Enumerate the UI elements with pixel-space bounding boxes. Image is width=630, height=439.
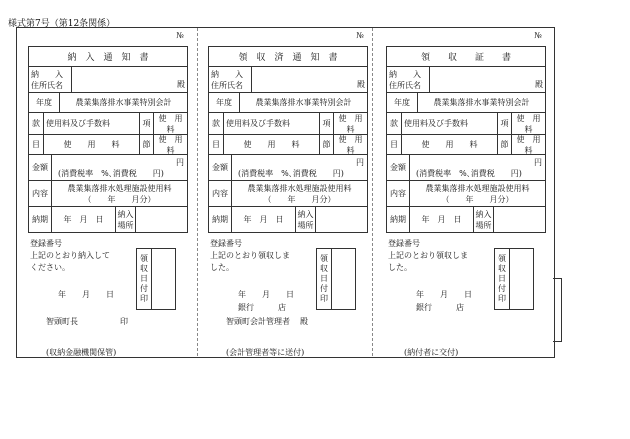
kou-value: 使 用 料 [333,113,367,134]
account-name: 農業集落排水事業特別会計 [59,93,187,112]
issuer-title: 智頭町長 [46,317,78,326]
content-line1: 農業集落排水処理施設使用料 [425,183,530,193]
moku-value: 使 用 料 [223,135,319,154]
due-row [387,207,545,233]
amount-row [209,155,367,181]
payer-label [211,67,251,92]
kou-value: 使 用 料 [153,113,187,134]
kan-label: 款 [212,119,220,128]
issuer-title: 智頭町会計管理者 [226,317,290,326]
payment-place-label [295,207,315,232]
due-date: 年 月 日 [51,207,115,232]
place-line2: 場所 [117,220,134,230]
binding-tab [553,278,562,342]
kan-value: 使用料及び手数料 [223,113,319,134]
amount-label: 金額 [32,163,48,172]
content-line2: （ 年 月分） [263,194,336,204]
kan-value: 使用料及び手数料 [401,113,497,134]
due-date: 年 月 日 [231,207,295,232]
due-label: 納期 [212,215,228,224]
perforation-line-1 [197,28,198,356]
place-line1: 納入 [117,209,134,219]
message-line2: ください。 [30,263,70,272]
place-line2: 場所 [475,220,492,230]
moku-setsu-row [387,134,549,155]
stamp-char: 収 [140,264,148,273]
receipt-stamp-box [316,248,356,310]
kan-kou-row [387,113,549,135]
stamp-char: 日 [320,274,328,283]
payer-label-bottom: 住所氏名 [211,80,243,90]
payer-row [387,67,545,93]
kan-label: 款 [32,119,40,128]
amount-label: 金額 [212,163,228,172]
slip-title: 納 入 通 知 書 [67,53,149,63]
stamp-caption [137,249,152,309]
payer-row [209,67,367,93]
setsu-label: 節 [139,135,153,154]
issuer-name [46,316,78,327]
setsu-label: 節 [319,135,333,154]
due-label: 納期 [390,215,406,224]
place-line2: 場所 [297,220,314,230]
slip-table [386,46,549,233]
amount-row [387,155,545,181]
title-row [209,47,367,67]
payer-name-field[interactable] [429,67,545,92]
honorific: 殿 [535,80,543,89]
payment-place-field[interactable] [135,207,187,232]
payer-label [31,67,71,92]
payment-place-label [473,207,493,232]
title-row [29,47,187,67]
year-label: 年度 [216,98,232,107]
fiscal-year-row [387,93,545,113]
place-line1: 納入 [297,209,314,219]
tax-line: (消費税率 %､消費税 円) [238,168,344,178]
slip-table [28,46,191,233]
kan-kou-row [209,113,371,135]
payer-label [389,67,429,92]
form-number-label: 様式第7号（第12条関係） [8,19,116,29]
payer-label-top: 納 入 [389,69,421,79]
bank-branch: 銀行 店 [238,303,286,312]
content-line1: 農業集落排水処理施設使用料 [247,183,352,193]
notice-message [388,250,468,274]
moku-label: 目 [212,140,220,149]
amount-field[interactable] [51,155,187,180]
slip-panel-3 [386,28,549,356]
content-label: 内容 [390,189,406,198]
message-line1: 上記のとおり納入して [30,251,110,260]
perforation-line-2 [372,28,373,356]
notice-message [30,250,110,274]
slip-title: 領 収 済 通 知 書 [238,53,338,63]
setsu-value: 使 用 料 [511,135,545,154]
kou-label: 項 [497,113,511,134]
issuer-name [226,316,290,327]
stamp-char: 領 [320,254,328,263]
tax-line: (消費税率 %､消費税 円) [58,168,164,178]
stamp-char: 付 [498,284,506,293]
payer-name-field[interactable] [71,67,187,92]
stamp-char: 収 [320,264,328,273]
yen-unit: 円 [176,157,184,167]
content-row [209,181,367,207]
yen-unit: 円 [356,157,364,167]
title-row [387,47,545,67]
message-line2: した。 [210,263,234,272]
due-date: 年 月 日 [409,207,473,232]
honorific: 殿 [177,80,185,89]
payer-label-bottom: 住所氏名 [389,80,421,90]
yen-unit: 円 [534,157,542,167]
stamp-char: 付 [320,284,328,293]
due-row [29,207,187,233]
moku-setsu-row [209,134,371,155]
slip-title: 領 収 証 書 [420,53,511,63]
kou-label: 項 [319,113,333,134]
content-value [409,181,545,206]
issuer-seal: 殿 [300,317,308,326]
amount-field[interactable] [409,155,545,180]
notice-message [210,250,290,274]
stamp-char: 印 [140,294,148,303]
kou-value: 使 用 料 [511,113,545,134]
stamp-char: 収 [498,264,506,273]
payer-row [29,67,187,93]
slip-table [208,46,371,233]
slip-caption-1: (収納金融機関保管) [46,348,117,357]
content-value [231,181,367,206]
tax-line: (消費税率 %､消費税 円) [416,168,522,178]
issue-date: 年 月 日 [416,290,472,299]
content-line2: （ 年 月分） [441,194,514,204]
serial-number-label: № [356,31,364,40]
setsu-label: 節 [497,135,511,154]
moku-value: 使 用 料 [401,135,497,154]
amount-row [29,155,187,181]
moku-label: 目 [32,140,40,149]
kan-kou-row [29,113,191,135]
content-row [29,181,187,207]
content-label: 内容 [212,189,228,198]
kou-label: 項 [139,113,153,134]
payer-label-top: 納 入 [31,69,63,79]
amount-field[interactable] [231,155,367,180]
content-line1: 農業集落排水処理施設使用料 [67,183,172,193]
content-label: 内容 [32,189,48,198]
payer-label-top: 納 入 [211,69,243,79]
bank-branch: 銀行 店 [416,303,464,312]
message-line2: した。 [388,263,412,272]
payer-label-bottom: 住所氏名 [31,80,63,90]
stamp-char: 印 [320,294,328,303]
moku-label: 目 [390,140,398,149]
registration-number-label: 登録番号 [210,239,242,248]
stamp-caption [317,249,332,309]
issue-date: 年 月 日 [58,290,114,299]
payment-place-field[interactable] [315,207,367,232]
receipt-stamp-box [494,248,534,310]
stamp-char: 日 [140,274,148,283]
content-line2: （ 年 月分） [83,194,156,204]
registration-number-label: 登録番号 [30,239,62,248]
slip-panel-1 [28,28,191,356]
stamp-char: 印 [498,294,506,303]
kan-label: 款 [390,119,398,128]
place-line1: 納入 [475,209,492,219]
receipt-stamp-box [136,248,176,310]
stamp-caption [495,249,510,309]
payer-name-field[interactable] [251,67,367,92]
stamp-char: 付 [140,284,148,293]
serial-number-label: № [176,31,184,40]
issuer-seal: 印 [120,317,128,326]
year-label: 年度 [36,98,52,107]
setsu-value: 使 用 料 [153,135,187,154]
honorific: 殿 [357,80,365,89]
payment-place-field[interactable] [493,207,545,232]
amount-label: 金額 [390,163,406,172]
moku-value: 使 用 料 [43,135,139,154]
due-row [209,207,367,233]
registration-number-label: 登録番号 [388,239,420,248]
moku-setsu-row [29,134,191,155]
content-row [387,181,545,207]
due-label: 納期 [32,215,48,224]
fiscal-year-row [29,93,187,113]
fiscal-year-row [209,93,367,113]
account-name: 農業集落排水事業特別会計 [239,93,367,112]
payment-place-label [115,207,135,232]
issue-date: 年 月 日 [238,290,294,299]
setsu-value: 使 用 料 [333,135,367,154]
stamp-char: 日 [498,274,506,283]
message-line1: 上記のとおり領収しま [210,251,290,260]
slip-caption-2: (会計管理者等に送付) [226,348,305,357]
stamp-char: 領 [498,254,506,263]
message-line1: 上記のとおり領収しま [388,251,468,260]
year-label: 年度 [394,98,410,107]
slip-caption-3: (納付者に交付) [404,348,459,357]
stamp-char: 領 [140,254,148,263]
serial-number-label: № [534,31,542,40]
content-value [51,181,187,206]
account-name: 農業集落排水事業特別会計 [417,93,545,112]
kan-value: 使用料及び手数料 [43,113,139,134]
slip-panel-2 [208,28,371,356]
